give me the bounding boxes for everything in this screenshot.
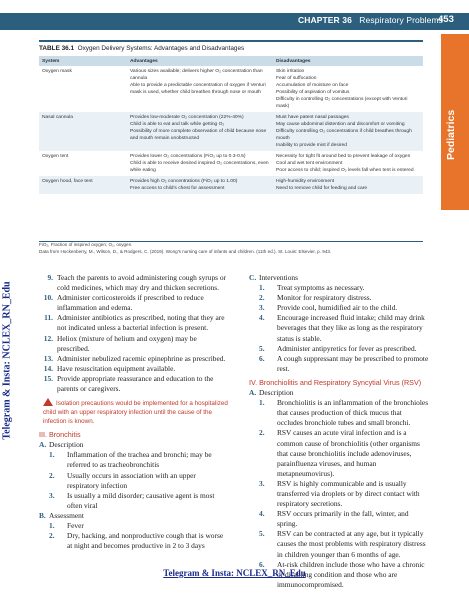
table-header-system: System — [39, 56, 127, 66]
list-item — [39, 364, 229, 374]
table-title-text: Oxygen Delivery Systems: Advantages and Disadvantages — [77, 45, 245, 52]
list-item-text: Inflammation of the trachea and bronchi; may be referred to as tracheobronchitis — [67, 450, 212, 470]
list-item-number: 10. — [43, 293, 53, 303]
bronchiolitis-description-label: A. Description — [249, 388, 294, 398]
list-item-text: RSV is highly communicable and is usually transferred via droplets or by direct contact with respiratory secretions. — [277, 478, 420, 509]
table-cell-disadvantages: Skin irritation Fear of suffocation Accumulation of moisture on face Possibility of aspiration of vomitus Difficulty in controlling O₂ concentrations (except with Venturi mask) — [276, 69, 408, 109]
table-header-advantages: Advantages — [127, 56, 273, 66]
list-item — [249, 354, 429, 374]
list-item-text: Heliox (mixture of helium and oxygen) may be prescribed. — [57, 333, 197, 353]
list-item-number: 14. — [43, 363, 53, 373]
list-item-text: RSV can be contracted at any age, but it typically causes the most problems with respiratory distress in children younger than 6 months of age. — [277, 529, 426, 559]
list-item — [249, 529, 429, 559]
table-cell-advantages: Provides lower O₂ concentrations (FiO₂ up to 0.3-0.5) Child is able to receive desired inspired O₂ concentrations, even while eating — [130, 154, 269, 173]
warning-icon — [43, 398, 53, 406]
list-item — [39, 471, 229, 491]
list-item-text: Encourage increased fluid intake; child may drink beverages that they like as long as the respiratory status is stable. — [277, 313, 425, 343]
list-item-number: 15. — [43, 373, 53, 383]
interventions-list — [249, 283, 429, 374]
page-header — [0, 0, 469, 34]
list-item-text: Dry, hacking, and nonproductive cough that is worse at night and becomes productive in 2 to 3 days — [67, 531, 224, 551]
list-item-text: Have resuscitation equipment available. — [57, 363, 176, 373]
list-item-number: 3. — [259, 303, 265, 313]
list-item-text: RSV causes an acute viral infection and is a common cause of bronchiolitis (other organisms that cause bronchiolitis include adenoviruses, parainfluenza viruses, and human metapneumovirus). — [277, 428, 420, 478]
bronchitis-heading: III. Bronchitis — [39, 430, 81, 440]
list-item-number: 2. — [259, 428, 265, 438]
table-footnotes — [39, 242, 331, 255]
list-item-text: Usually occurs in association with an upper respiratory infection — [67, 470, 196, 490]
list-item — [249, 398, 429, 428]
list-item-number: 2. — [49, 531, 55, 541]
list-item-number: 1. — [49, 520, 55, 530]
list-item — [249, 293, 429, 303]
list-item-number: 6. — [259, 353, 265, 363]
list-item-text: Administer nebulized racemic epinephrine as prescribed. — [57, 353, 226, 363]
chapter-caption — [298, 15, 443, 25]
table-header-disadvantages: Disadvantages — [273, 56, 423, 66]
list-item — [39, 531, 229, 551]
list-item — [39, 450, 229, 470]
table-grid — [39, 56, 423, 194]
list-item-text: A cough suppressant may be prescribed to promote rest. — [277, 353, 429, 373]
table-cell-disadvantages: High-humidity environment Need to remove child for feeding and care — [273, 176, 423, 194]
table-row — [39, 112, 423, 151]
oxygen-table — [39, 40, 423, 242]
list-item-text: Provide appropriate reassurance and education to the parents or caregivers. — [57, 373, 214, 394]
table-cell-advantages: Various sizes available; delivers higher O₂ concentration than cannula Able to provide a predictable concentration of oxygen if Venturi mask is used, whether child breathes through nose or mouth — [130, 69, 266, 95]
table-footnote-source: Data from Hockenberry, M., Wilson, D., & Rodgers, C. (2019). Wong's nursing care of infants and children. (11th ed.). St. Louis: Elsevier, p. 943. — [39, 248, 332, 254]
table-cell-disadvantages: Necessity for tight fit around bed to prevent leakage of oxygen Cool and wet tent environment Poor access to child; inspired O₂ levels fall when tent is entered — [276, 154, 414, 173]
list-item — [249, 509, 429, 529]
list-item-number: 2. — [49, 470, 55, 480]
side-watermark: Telegram & Insta: NCLEX_RN_Edu — [1, 281, 13, 440]
table-cell-disadvantages: Must have patent nasal passages May cause abdominal distention and discomfort or vomiting Difficulty controlling O₂ concentrations if child breathes through mouth Inability to provide mist if desired — [273, 112, 423, 151]
list-item — [39, 334, 229, 354]
left-column — [39, 273, 229, 551]
table-body — [39, 66, 423, 194]
list-item-number: 5. — [259, 529, 265, 539]
list-item-number: 9. — [47, 273, 53, 282]
table-cell-system: Nasal cannula — [39, 112, 127, 151]
list-item-text: Administer antibiotics as prescribed, noting that they are not indicated unless a bacterial infection is present. — [57, 313, 225, 333]
list-item-text: Bronchiolitis is an inflammation of the bronchioles that causes production of thick mucus that occludes bronchiole tubes and small bronchi. — [277, 398, 429, 428]
list-item-text: Administer antipyretics for fever as prescribed. — [277, 343, 417, 353]
list-item-number: 13. — [43, 353, 53, 363]
list-item-number: 5. — [259, 343, 265, 353]
chapter-title: Respiratory Problems — [359, 15, 444, 25]
table-title — [39, 45, 244, 52]
interventions-label: C. Interventions — [249, 273, 298, 282]
chapter-number: CHAPTER 36 — [298, 15, 352, 25]
list-item — [249, 479, 429, 509]
list-item-number: 1. — [259, 283, 265, 293]
list-item-text: Monitor for respiratory distress. — [277, 293, 372, 303]
list-item — [39, 313, 229, 333]
table-row — [39, 151, 423, 176]
list-item-text: Treat symptoms as necessary. — [277, 283, 365, 293]
list-item — [249, 303, 429, 313]
list-item-text: Teach the parents to avoid administering cough syrups or cold medicines, which may dry and thicken secretions. — [57, 273, 227, 293]
table-number: TABLE 36.1 — [39, 45, 75, 52]
list-item — [39, 521, 229, 531]
list-item — [249, 344, 429, 354]
warning-text: Isolation precautions would be implemented for a hospitalized child with an upper respiratory infection until the cause of the infection is known. — [43, 400, 228, 426]
list-item-text: Fever — [67, 520, 84, 530]
list-item — [39, 374, 229, 394]
list-item-number: 3. — [259, 478, 265, 488]
list-item — [249, 283, 429, 293]
list-item-text: At-risk children include those who have a chronic or disabling condition and those who are immunocompromised. — [277, 559, 425, 589]
bronchitis-description-label: A. Description — [39, 440, 84, 450]
list-item — [249, 428, 429, 478]
list-item-text: Is usually a mild disorder; causative agent is most often viral — [67, 490, 215, 510]
section-tab-label: Pediatrics — [445, 109, 457, 160]
list-item-text: Provide cool, humidified air to the child. — [277, 303, 398, 313]
list-item-text: Administer corticosteroids if prescribed to reduce inflammation and edema. — [57, 293, 204, 313]
list-item — [39, 273, 229, 293]
bronchitis-assessment-label: B. Assessment — [39, 510, 84, 520]
table-cell-system: Oxygen mask — [42, 69, 72, 74]
page-number: 453 — [438, 14, 454, 25]
list-item — [249, 313, 429, 343]
table-row — [39, 176, 423, 194]
footer-watermark: Telegram & Insta: NCLEX_RN_Edu — [163, 568, 306, 578]
list-item — [39, 293, 229, 313]
list-item-number: 1. — [49, 450, 55, 460]
list-item — [39, 354, 229, 364]
table-cell-system: Oxygen hood, face tent — [39, 176, 127, 194]
left-items — [39, 273, 229, 394]
list-item — [39, 491, 229, 511]
list-item-number: 3. — [49, 490, 55, 500]
list-item-number: 6. — [259, 559, 265, 569]
table-footnote-abbrev: FiO₂, Fraction of inspired oxygen; O₂, oxygen. — [39, 242, 133, 247]
list-item-number: 4. — [259, 313, 265, 323]
list-item-number: 4. — [259, 509, 265, 519]
table-cell-advantages: Provides high O₂ concentrations (FiO₂ up to 1.00) Free access to child's chest for assessment — [127, 176, 273, 194]
bronchitis-description-list — [39, 450, 229, 511]
bronchiolitis-heading: IV. Bronchiolitis and Respiratory Syncytial Virus (RSV) — [249, 377, 422, 387]
bronchiolitis-description-list — [249, 398, 429, 590]
section-tab — [441, 34, 469, 210]
list-item-number: 1. — [259, 398, 265, 408]
isolation-warning — [39, 398, 229, 426]
bronchitis-assessment-list — [39, 521, 229, 551]
table-row — [39, 66, 423, 112]
list-item-text: RSV occurs primarily in the fall, winter, and spring. — [277, 509, 409, 529]
table-cell-system: Oxygen tent — [42, 154, 69, 159]
table-cell-advantages: Provides low-moderate O₂ concentration (22%-40%) Child is able to eat and talk while getting O₂ Possibility of more complete observation of child because nose and mouth remain unobstructed — [127, 112, 273, 151]
right-column — [249, 273, 429, 590]
list-item-number: 12. — [43, 333, 53, 343]
list-item-number: 2. — [259, 293, 265, 303]
list-item-number: 11. — [44, 313, 53, 323]
